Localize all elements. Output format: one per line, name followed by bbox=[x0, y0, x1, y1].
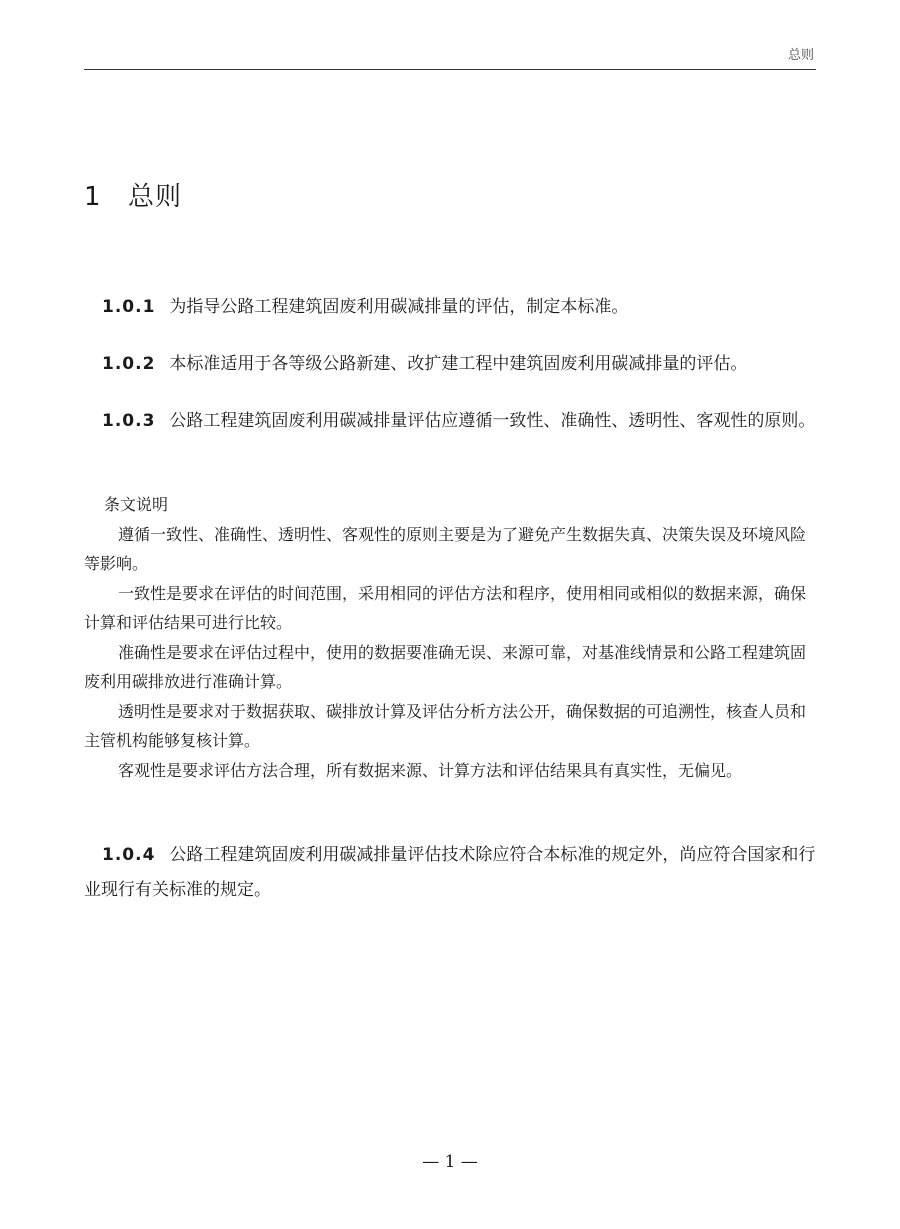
clause-text: 为指导公路工程建筑固废利用碳减排量的评估，制定本标准。 bbox=[169, 297, 629, 317]
chapter-title-text: 总则 bbox=[128, 182, 183, 212]
clause-number: 1.0.4 bbox=[102, 845, 156, 865]
running-header: 总则 bbox=[787, 48, 814, 63]
chapter-number: 1 bbox=[84, 182, 102, 212]
clause-number: 1.0.2 bbox=[102, 354, 156, 374]
explanation-paragraph: 客观性是要求评估方法合理，所有数据来源、计算方法和评估结果具有真实性，无偏见。 bbox=[118, 760, 743, 780]
clause-text: 公路工程建筑固废利用碳减排量评估技术除应符合本标准的规定外，尚应符合国家和行业现行有关标准的规定。 bbox=[84, 845, 816, 900]
clause-1-0-1 bbox=[84, 290, 816, 325]
explanation-title: 条文说明 bbox=[104, 495, 169, 514]
explanation-paragraph: 遵循一致性、准确性、透明性、客观性的原则主要是为了避免产生数据失真、决策失误及环境风险等影响。 bbox=[84, 524, 807, 573]
header-rule bbox=[84, 69, 816, 70]
clause-1-0-2 bbox=[84, 347, 816, 382]
explanation-paragraph: 一致性是要求在评估的时间范围，采用相同的评估方法和程序，使用相同或相似的数据来源，确保计算和评估结果可进行比较。 bbox=[84, 583, 807, 632]
clause-number: 1.0.1 bbox=[102, 297, 156, 317]
chapter-title bbox=[84, 176, 182, 213]
page-number: — 1 — bbox=[422, 1152, 478, 1172]
clause-1-0-3 bbox=[84, 404, 816, 439]
clause-text: 本标准适用于各等级公路新建、改扩建工程中建筑固废利用碳减排量的评估。 bbox=[169, 354, 748, 374]
explanation-paragraph: 准确性是要求在评估过程中，使用的数据要准确无误、来源可靠，对基准线情景和公路工程建筑固废利用碳排放进行准确计算。 bbox=[84, 642, 807, 691]
explanation-paragraph: 透明性是要求对于数据获取、碳排放计算及评估分析方法公开，确保数据的可追溯性，核查人员和主管机构能够复核计算。 bbox=[84, 701, 807, 750]
clause-number: 1.0.3 bbox=[102, 411, 156, 431]
clause-text: 公路工程建筑固废利用碳减排量评估应遵循一致性、准确性、透明性、客观性的原则。 bbox=[169, 411, 816, 431]
clause-1-0-4 bbox=[84, 838, 816, 908]
clause-explanation bbox=[84, 490, 816, 785]
